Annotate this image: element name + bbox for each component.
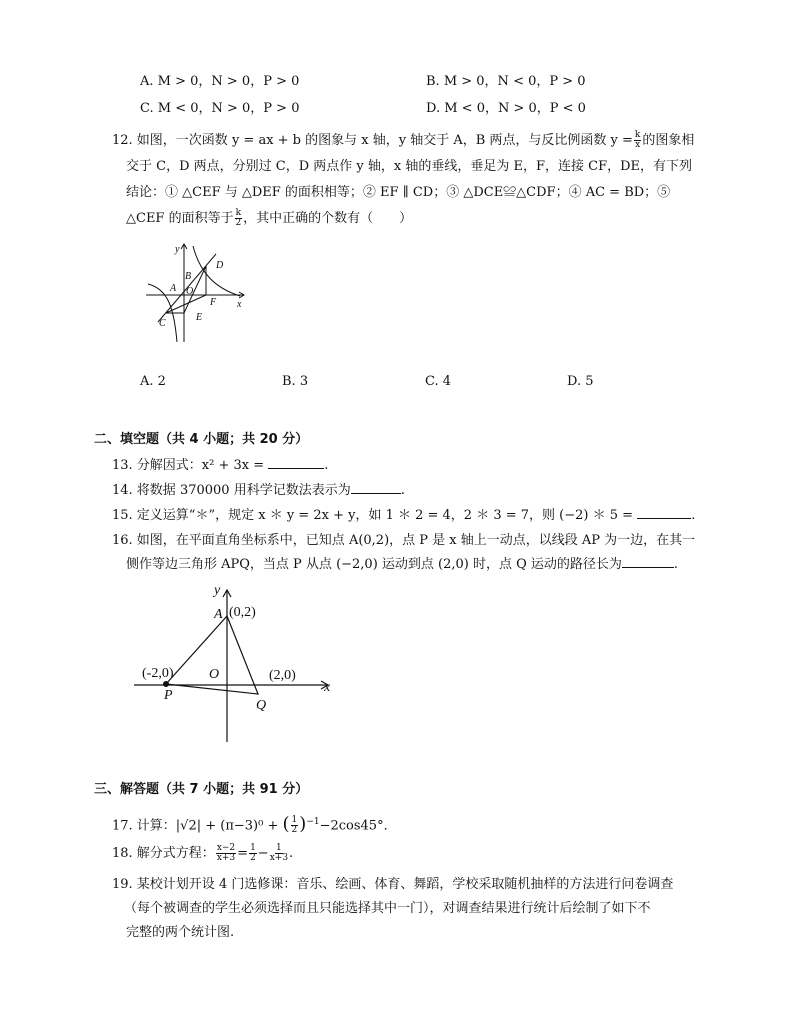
q19-line2: （每个被调查的学生必须选择而且只能选择其中一门），对调查结果进行统计后绘制了如下不 xyxy=(124,901,651,916)
q12-line4-end: ，其中正确的个数有（ ） xyxy=(243,211,413,226)
q12-label-y: y xyxy=(175,244,180,255)
q12-label-c: C xyxy=(159,318,166,329)
q12-line4 xyxy=(126,209,412,229)
q15-answer-blank[interactable] xyxy=(637,506,691,519)
q19-line3: 完整的两个统计图. xyxy=(126,925,235,940)
q14-answer-blank[interactable] xyxy=(351,481,401,494)
q13 xyxy=(112,456,328,476)
q16-answer-blank[interactable] xyxy=(622,555,674,568)
q16-line2-text: 侧作等边三角形 APQ，当点 P 从点 (−2,0) 运动到点 (2,0) 时，点 Q 运动的路径长为 xyxy=(126,557,622,572)
q16-label-q: Q xyxy=(256,698,267,713)
q16-line2 xyxy=(126,555,678,575)
q12-line4-text: △CEF 的面积等于 xyxy=(126,211,234,226)
q17-text: 17. 计算：|√2| + (π−3)⁰ + xyxy=(112,818,279,834)
q15-text: 15. 定义运算“＊”，规定 x ＊ y = 2x + y，如 1 ＊ 2 = 4，2 ＊ 3 = 7，则 (−2) ＊ 5 = xyxy=(112,508,634,523)
q16-label-neg2: (-2,0) xyxy=(142,666,174,681)
q17-fraction-half xyxy=(291,816,299,835)
q18-f2-den: 2 xyxy=(250,853,256,863)
q18-equals: = xyxy=(237,846,249,861)
q19-line1: 19. 某校计划开设 4 门选修课：音乐、绘画、体育、舞蹈，学校采取随机抽样的方法进行问卷调查 xyxy=(112,877,674,892)
q17-frac-num: 1 xyxy=(291,815,298,826)
q12-option-a: A. 2 xyxy=(140,374,166,389)
q18-f3-den: x+3 xyxy=(269,853,289,863)
q12-label-e: E xyxy=(196,312,203,323)
q12-frac-den: x xyxy=(635,140,641,150)
q18-f3-num: 1 xyxy=(276,843,282,853)
q13-answer-blank[interactable] xyxy=(268,456,324,469)
q12-frac2-num: k xyxy=(235,208,242,218)
q16-figure xyxy=(130,580,345,745)
q12-label-f: F xyxy=(210,297,217,308)
q18-f2-num: 1 xyxy=(250,843,256,853)
q14 xyxy=(112,481,405,501)
q18-fraction-2 xyxy=(249,844,257,863)
q12-option-c: C. 4 xyxy=(425,374,452,389)
q13-end: . xyxy=(324,458,329,473)
q17-frac-den: 2 xyxy=(291,825,298,836)
q12-label-x: x xyxy=(237,299,242,310)
q12-line1 xyxy=(112,131,694,151)
q18-text: 18. 解分式方程： xyxy=(112,846,215,861)
q13-text: 13. 分解因式：x² + 3x = xyxy=(112,458,265,473)
q12-frac2-den: 2 xyxy=(235,218,242,228)
q12-hyperbola-upper xyxy=(193,246,240,296)
q12-option-d: D. 5 xyxy=(567,374,594,389)
q17 xyxy=(112,812,397,836)
q18-end: . xyxy=(289,846,294,861)
q16-point-p xyxy=(163,681,169,687)
section-answer-title: 三、解答题（共 7 小题；共 91 分） xyxy=(94,782,309,797)
q16-label-a: A xyxy=(214,607,223,622)
q16-label-a-coord: (0,2) xyxy=(229,605,256,620)
q12-label-o: O xyxy=(186,286,194,297)
q12-label-d: D xyxy=(216,260,224,271)
q12-fraction-k-over-2 xyxy=(235,209,242,228)
q18 xyxy=(112,844,293,864)
q12-line2: 交于 C，D 两点，分别过 C，D 两点作 y 轴，x 轴的垂线，垂足为 E，F，连接 CF，DE，有下列 xyxy=(126,159,692,174)
q12-label-b: B xyxy=(185,271,192,282)
section-fill-in-title: 二、填空题（共 4 小题；共 20 分） xyxy=(94,432,309,447)
q17-suffix: −2cos45°． xyxy=(319,818,397,834)
q18-fraction-1 xyxy=(216,844,236,863)
q15 xyxy=(112,506,695,526)
q12-label-a: A xyxy=(170,283,177,294)
q17-paren-open: ( xyxy=(282,813,290,835)
q12-frac-num: k xyxy=(634,130,641,140)
q18-fraction-3 xyxy=(270,844,288,863)
q16-end: . xyxy=(673,557,679,572)
q17-exponent: −1 xyxy=(306,817,320,827)
q16-label-p: P xyxy=(164,688,173,703)
q16-label-o: O xyxy=(209,667,220,682)
q16-label-pos2: (2,0) xyxy=(269,668,296,683)
q12-fraction-k-over-x xyxy=(634,131,641,150)
q12-line3: 结论：① △CEF 与 △DEF 的面积相等；② EF ∥ CD；③ △DCE≌△CDF；④ AC = BD；⑤ xyxy=(126,185,671,200)
q18-f1-den: x+3 xyxy=(216,853,236,863)
q14-text: 14. 将数据 370000 用科学记数法表示为 xyxy=(112,483,351,498)
q16-line1: 16. 如图，在平面直角坐标系中，已知点 A(0,2)，点 P 是 x 轴上一动点，以线段 AP 为一边，在其一 xyxy=(112,533,696,548)
q11-option-c: C. M < 0，N > 0，P > 0 xyxy=(140,101,300,116)
q14-end: . xyxy=(400,483,405,498)
q18-minus: − xyxy=(257,846,269,861)
q12-segment-cf xyxy=(166,295,206,313)
q12-line1-end: 的图象相 xyxy=(642,133,695,148)
q17-paren-close: ) xyxy=(299,813,307,835)
q15-end: . xyxy=(691,508,696,523)
q11-option-d: D. M < 0，N > 0，P < 0 xyxy=(426,101,586,116)
q12-option-b: B. 3 xyxy=(282,374,309,389)
q16-label-y: y xyxy=(214,583,221,598)
q18-f1-num: x−2 xyxy=(216,843,236,853)
q12-line1-text: 12. 如图，一次函数 y = ax + b 的图象与 x 轴，y 轴交于 A，B 两点，与反比例函数 y = xyxy=(112,133,633,148)
q12-figure xyxy=(140,238,255,346)
q16-triangle-apq xyxy=(166,616,258,694)
q11-option-a: A. M > 0，N > 0，P > 0 xyxy=(140,74,300,89)
q16-label-x: x xyxy=(324,680,331,695)
q11-option-b: B. M > 0，N < 0，P > 0 xyxy=(426,74,586,89)
